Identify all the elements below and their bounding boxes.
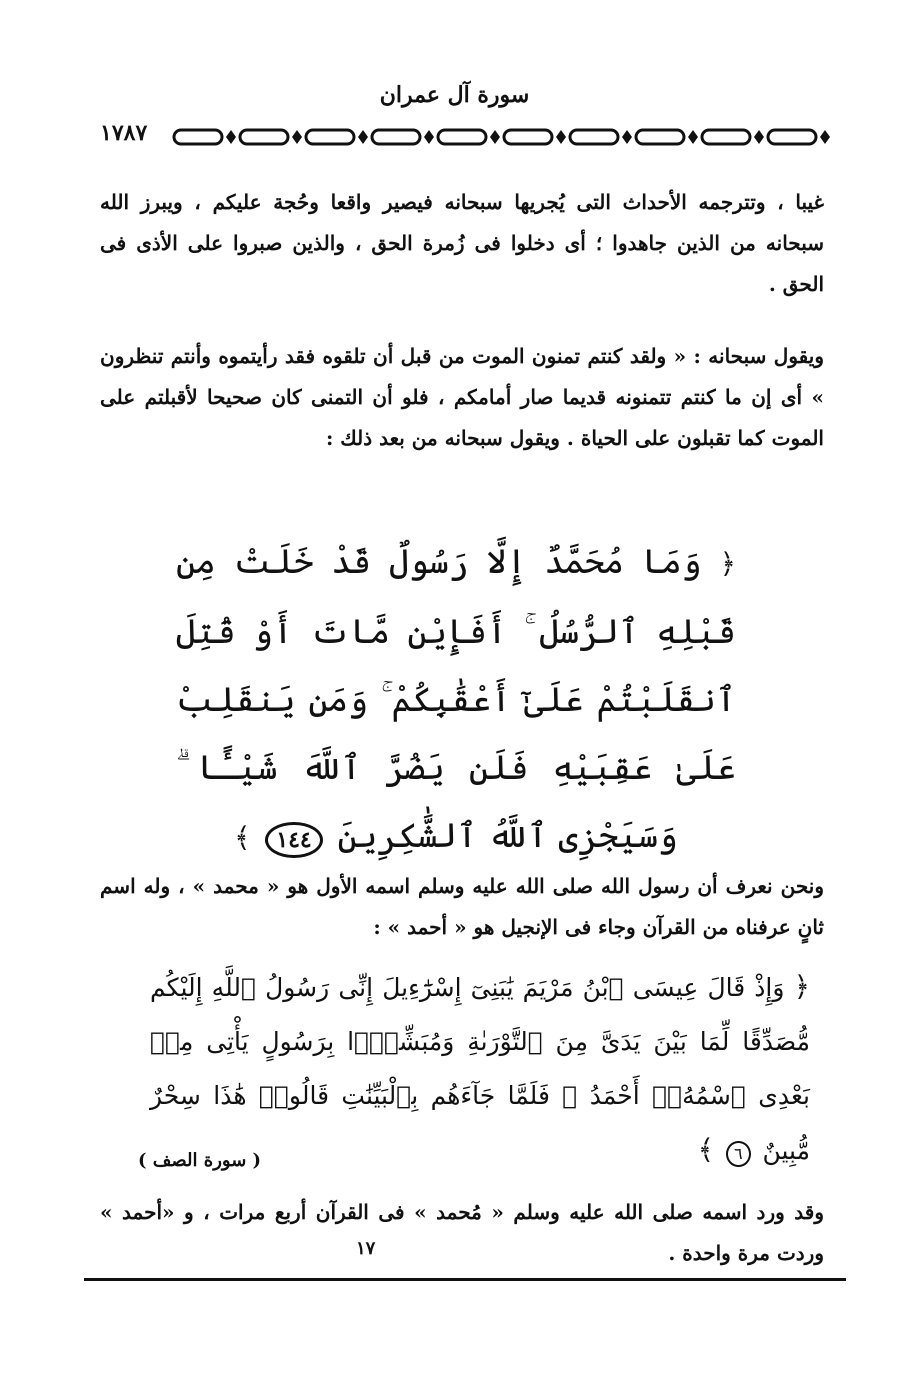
bottom-rule (84, 1278, 846, 1281)
paragraph-1: غيبا ، وتترجمه الأحداث التى يُجريها سبحانه فيصير واقعا وحُجة عليكم ، ويبرز الله سبحانه من الذين جاهدوا ؛ أى دخلوا فى زُمرة الحق ، والذين صبروا على الأذى فى الحق . (100, 190, 825, 296)
paragraph-2: ويقول سبحانه : « ولقد كنتم تمنون الموت من قبل أن تلقوه فقد رأيتموه وأنتم تنظرون » أى إن ما كنتم تتمنونه قديما صار أمامكم ، فلو أن التمنى كان صحيحا لأقبلتم على الموت كما تقبلون على الحياة . ويقول سبحانه من بعد ذلك : (100, 344, 824, 450)
verse-open-ornament: ﴿ (719, 547, 736, 580)
quran-verse-second (150, 960, 810, 1178)
quran-verse-main (176, 528, 736, 872)
footer-mark: ١٧ (356, 1238, 376, 1259)
verse2-text: وَإِذْ قَالَ عِيسَى ٱبْنُ مَرْيَمَ يَٰبَنِىٓ إِسْرَٰٓءِيلَ إِنِّى رَسُولُ ٱللَّهِ إِلَيْكُم مُّصَدِّقًا لِّمَا بَيْنَ يَدَىَّ مِنَ ٱلتَّوْرَىٰةِ وَمُبَشِّرًۢا بِرَسُولٍ يَأْتِى مِنۢ بَعْدِى ٱسْمُهُۥٓ أَحْمَدُ ۖ فَلَمَّا جَآءَهُم بِٱلْبَيِّنَٰتِ قَالُوا۟ هَٰذَا سِحْرٌ مُّبِينٌ (150, 973, 810, 1165)
verse2-open-ornament: ﴿ (793, 970, 810, 1003)
paragraph-4: وقد ورد اسمه صلى الله عليه وسلم « مُحمد » فى القرآن أربع مرات ، و «أحمد » وردت مرة واحدة . (100, 1200, 824, 1265)
ayah-number-badge-2: ٦ (726, 1141, 751, 1167)
ornamental-border (170, 124, 840, 150)
paragraph-3: ونحن نعرف أن رسول الله صلى الله عليه وسلم اسمه الأول هو « محمد » ، وله اسم ثانٍ عرفناه من القرآن وجاء فى الإنجيل هو « أحمد » : (100, 874, 824, 939)
verse2-close-ornament: ﴾ (697, 1133, 714, 1166)
verse-main-text: وَمَا مُحَمَّدٌ إِلَّا رَسُولٌ قَدْ خَلَتْ مِن قَبْلِهِ ٱلرُّسُلُ ۚ أَفَإِيْن مَّاتَ أَوْ قُتِلَ ٱنقَلَبْتُمْ عَلَىٰٓ أَعْقَٰبِكُمْ ۚ وَمَن يَنقَلِبْ عَلَىٰ عَقِبَيْهِ فَلَن يَضُرَّ ٱللَّهَ شَيْـًٔا ۗ وَسَيَجْزِى ٱللَّهُ ٱلشَّٰكِرِينَ (176, 542, 736, 856)
surah-title: سورة آل عمران (379, 82, 530, 108)
verse-close-ornament: ﴾ (234, 821, 251, 854)
ayah-number-badge: ١٤٤ (265, 822, 322, 858)
verse-source-label: ( سورة الصف ) (138, 1150, 262, 1171)
page-number: ١٧٨٧ (100, 120, 148, 146)
